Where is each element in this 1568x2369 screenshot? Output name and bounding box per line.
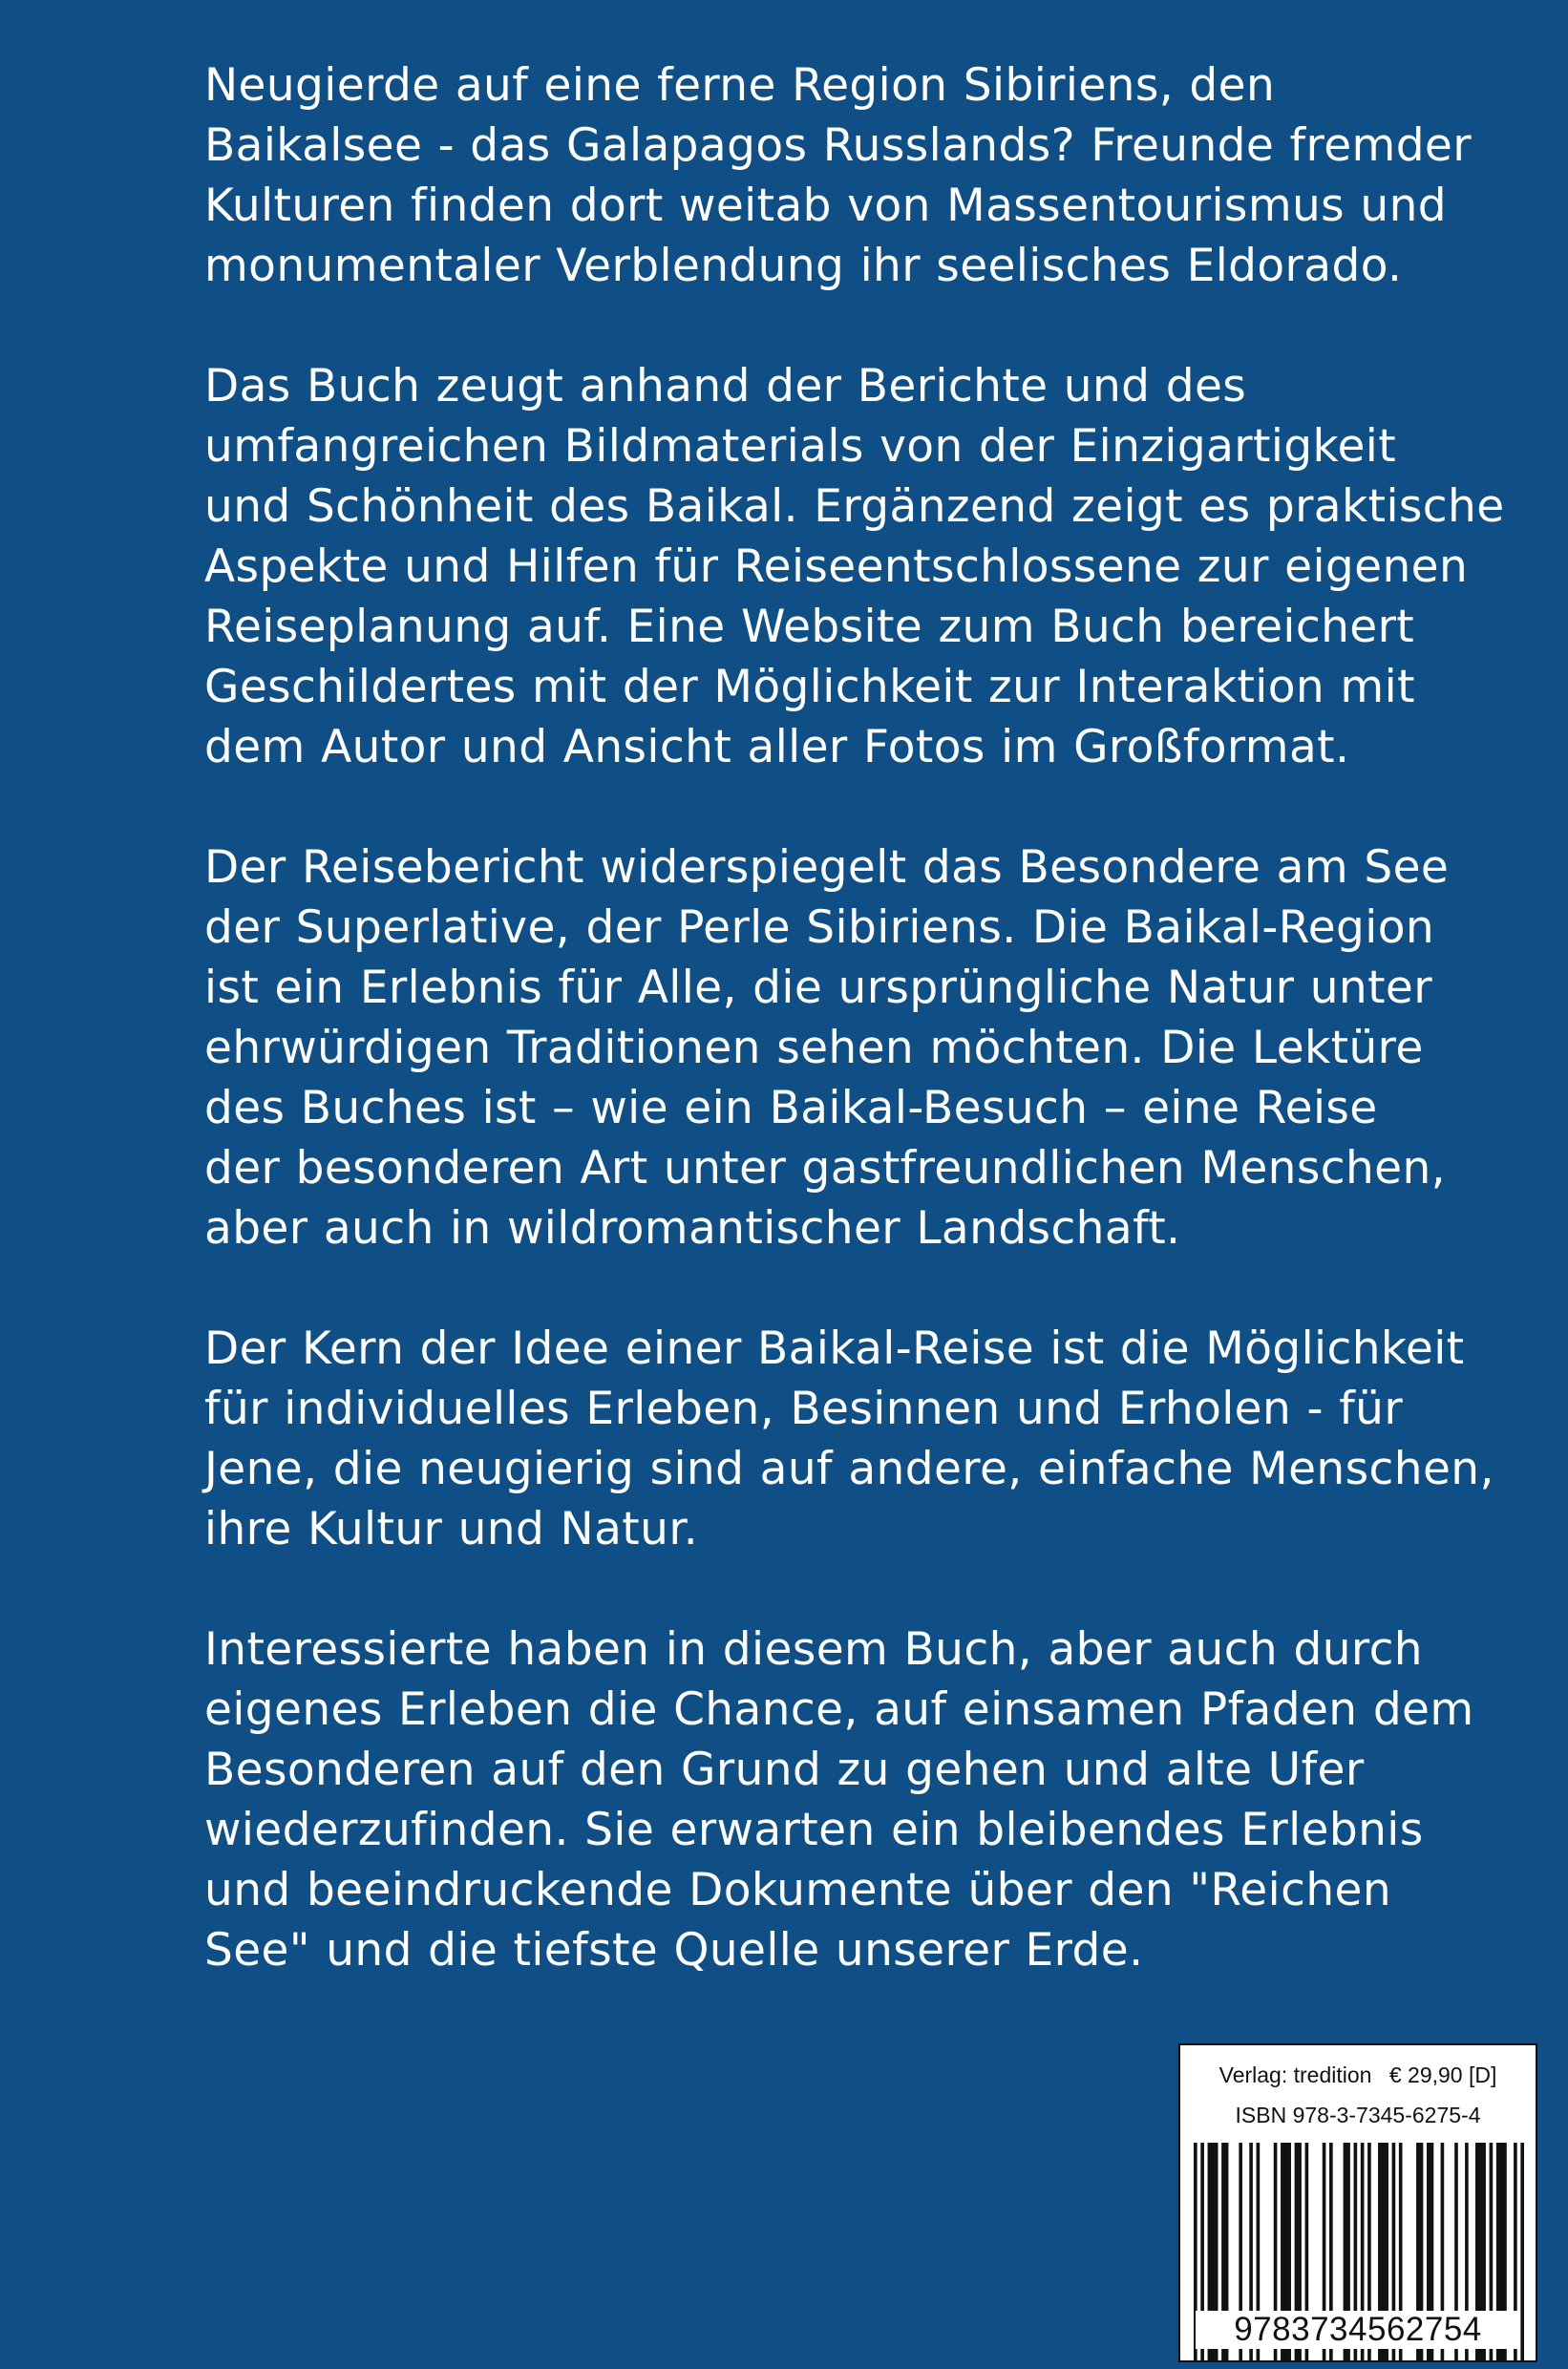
- blurb-paragraph-1: Neugierde auf eine ferne Region Sibiriens, den Baikalsee - das Galapagos Russlands? Freunde fremder Kulturen finden dort weitab von Massentourismus und monumentaler Verblendung ihr seelisches Eldorado.: [204, 59, 1472, 292]
- price-label: € 29,90 [D]: [1388, 2062, 1497, 2087]
- publisher-label: Verlag: tredition: [1218, 2062, 1372, 2087]
- blurb-paragraph-4: Der Kern der Idee einer Baikal-Reise ist die Möglichkeit für individuelles Erleben, Besinnen und Erholen - für Jene, die neugierig sind auf andere, einfache Menschen, ihre Kultur und Natur.: [204, 1322, 1494, 1555]
- barcode-bar: [1520, 2143, 1524, 2360]
- back-cover-blurb: [204, 55, 1522, 2041]
- blurb-paragraph-2: Das Buch zeugt anhand der Berichte und des umfangreichen Bildmaterials von der Einzigartigkeit und Schönheit des Baikal. Ergänzend zeigt es praktische Aspekte und Hilfen für Reiseentschlossene zur eigenen Reiseplanung auf. Eine Website zum Buch bereichert Geschildertes mit der Möglichkeit zur Interaktion mit dem Autor und Ansicht aller Fotos im Großformat.: [204, 360, 1505, 773]
- barcode-digits: 9783734562754: [1196, 2311, 1520, 2349]
- blurb-paragraph-5: Interessierte haben in diesem Buch, aber auch durch eigenes Erleben die Chance, auf einsamen Pfaden dem Besonderen auf den Grund zu gehen und alte Ufer wiederzufinden. Sie erwarten ein bleibendes Erlebnis und beeindruckende Dokumente über den "Reichen See" und die tiefste Quelle unserer Erde.: [204, 1623, 1474, 1977]
- isbn-label: ISBN 978-3-7345-6275-4: [1235, 2103, 1481, 2127]
- publisher-price-line: [1180, 2062, 1536, 2088]
- isbn-barcode-box: [1178, 2043, 1537, 2362]
- blurb-paragraph-3: Der Reisebericht widerspiegelt das Besondere am See der Superlative, der Perle Sibiriens. Die Baikal-Region ist ein Erlebnis für Alle, die ursprüngliche Natur unter ehrwürdigen Traditionen sehen möchten. Die Lektüre des Buches ist – wie ein Baikal-Besuch – eine Reise der besonderen Art unter gastfreundlichen Menschen, aber auch in wildromantischer Landschaft.: [204, 841, 1450, 1255]
